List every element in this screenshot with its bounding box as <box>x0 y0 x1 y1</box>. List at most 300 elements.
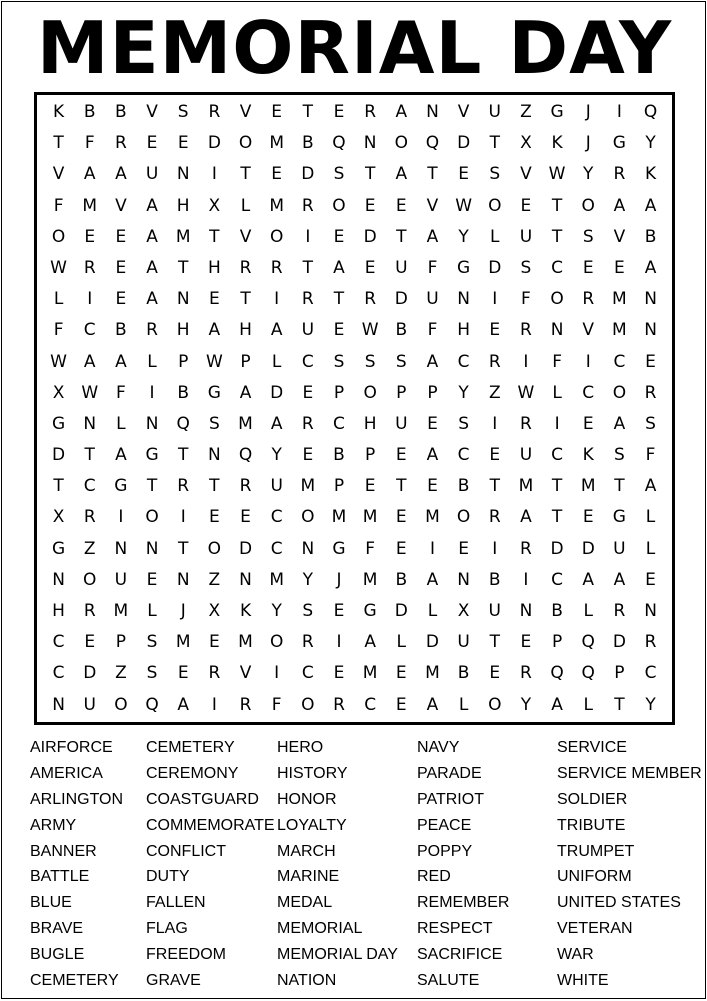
letter-cell[interactable]: M <box>362 569 378 590</box>
letter-cell[interactable]: K <box>644 164 657 185</box>
letter-cell[interactable]: D <box>457 133 471 154</box>
letter-cell[interactable]: H <box>52 601 65 621</box>
letter-cell[interactable]: S <box>489 164 501 185</box>
letter-cell[interactable]: T <box>489 632 500 653</box>
letter-cell[interactable]: F <box>53 195 64 216</box>
letter-cell[interactable]: E <box>520 195 532 216</box>
letter-cell[interactable]: O <box>269 226 284 247</box>
letter-cell[interactable]: H <box>457 320 470 341</box>
letter-cell[interactable]: E <box>395 694 407 715</box>
letter-cell[interactable]: Q <box>425 133 440 154</box>
letter-cell[interactable]: G <box>612 507 626 528</box>
letter-cell[interactable]: W <box>50 257 67 278</box>
letter-cell[interactable]: O <box>114 694 128 715</box>
letter-cell[interactable]: U <box>488 102 501 122</box>
letter-cell[interactable]: B <box>457 476 470 497</box>
letter-cell[interactable]: U <box>301 320 315 341</box>
letter-cell[interactable]: D <box>270 382 284 403</box>
letter-cell[interactable]: V <box>115 195 127 216</box>
letter-cell[interactable]: R <box>177 476 190 497</box>
letter-cell[interactable]: I <box>180 507 186 528</box>
letter-cell[interactable]: C <box>270 507 283 528</box>
letter-cell[interactable]: V <box>582 320 595 341</box>
letter-cell[interactable]: O <box>301 507 315 528</box>
letter-cell[interactable]: A <box>613 569 626 590</box>
letter-cell[interactable]: T <box>489 476 500 497</box>
letter-cell[interactable]: G <box>457 257 471 278</box>
letter-cell[interactable]: R <box>644 382 657 403</box>
letter-cell[interactable]: U <box>270 476 283 497</box>
letter-cell[interactable]: T <box>84 445 95 466</box>
letter-cell[interactable]: J <box>180 601 186 621</box>
letter-cell[interactable]: S <box>333 164 345 185</box>
letter-cell[interactable]: C <box>83 476 96 497</box>
letter-cell[interactable]: P <box>178 351 189 372</box>
letter-cell[interactable]: X <box>208 195 221 216</box>
letter-cell[interactable]: R <box>208 102 221 122</box>
letter-cell[interactable]: L <box>271 351 282 372</box>
letter-cell[interactable]: Y <box>458 382 469 403</box>
letter-cell[interactable]: E <box>333 663 345 684</box>
letter-cell[interactable]: E <box>177 663 189 684</box>
letter-cell[interactable]: R <box>239 257 252 278</box>
letter-cell[interactable]: H <box>207 257 221 278</box>
letter-cell[interactable]: K <box>239 601 252 621</box>
letter-cell[interactable]: B <box>115 320 127 341</box>
letter-cell[interactable]: U <box>83 694 96 715</box>
letter-cell[interactable]: D <box>425 632 439 653</box>
letter-cell[interactable]: S <box>458 413 469 434</box>
letter-cell[interactable]: S <box>395 351 407 372</box>
letter-cell[interactable]: A <box>115 351 127 372</box>
letter-cell[interactable]: A <box>426 569 439 590</box>
letter-cell[interactable]: L <box>458 694 469 715</box>
letter-cell[interactable]: P <box>551 632 563 653</box>
letter-cell[interactable]: R <box>208 663 221 684</box>
letter-cell[interactable]: M <box>425 507 440 528</box>
letter-cell[interactable]: Q <box>176 413 190 434</box>
letter-cell[interactable]: S <box>177 102 189 122</box>
letter-cell[interactable]: M <box>362 663 378 684</box>
letter-cell[interactable]: D <box>488 257 502 278</box>
letter-cell[interactable]: C <box>270 538 283 559</box>
letter-cell[interactable]: L <box>583 601 593 621</box>
letter-cell[interactable]: Y <box>458 226 469 247</box>
letter-cell[interactable]: A <box>364 632 376 653</box>
letter-cell[interactable]: O <box>51 226 66 247</box>
letter-cell[interactable]: M <box>612 320 627 341</box>
letter-cell[interactable]: I <box>616 102 622 122</box>
letter-cell[interactable]: N <box>239 569 252 590</box>
letter-cell[interactable]: P <box>115 632 127 653</box>
letter-cell[interactable]: T <box>302 257 314 278</box>
letter-cell[interactable]: L <box>116 413 126 434</box>
letter-cell[interactable]: Y <box>645 694 656 715</box>
letter-cell[interactable]: E <box>645 351 656 372</box>
letter-cell[interactable]: J <box>585 133 591 154</box>
letter-cell[interactable]: M <box>269 569 284 590</box>
letter-cell[interactable]: T <box>333 289 345 310</box>
letter-cell[interactable]: V <box>239 102 252 122</box>
letter-cell[interactable]: E <box>146 133 158 154</box>
letter-cell[interactable]: E <box>115 257 127 278</box>
letter-cell[interactable]: C <box>613 351 626 372</box>
letter-cell[interactable]: R <box>364 289 377 310</box>
letter-cell[interactable]: O <box>145 507 159 528</box>
letter-cell[interactable]: H <box>239 320 252 341</box>
letter-cell[interactable]: C <box>551 445 564 466</box>
letter-cell[interactable]: R <box>114 133 127 154</box>
letter-cell[interactable]: S <box>582 226 594 247</box>
letter-cell[interactable]: C <box>364 694 377 715</box>
letter-cell[interactable]: X <box>520 133 532 154</box>
letter-cell[interactable]: A <box>270 413 283 434</box>
letter-cell[interactable]: N <box>457 289 470 310</box>
letter-cell[interactable]: N <box>457 569 470 590</box>
letter-cell[interactable]: R <box>83 601 96 621</box>
letter-cell[interactable]: M <box>269 133 284 154</box>
letter-cell[interactable]: D <box>83 663 97 684</box>
letter-cell[interactable]: I <box>149 382 155 403</box>
letter-cell[interactable]: M <box>82 195 98 216</box>
letter-cell[interactable]: M <box>331 507 347 528</box>
letter-cell[interactable]: W <box>517 382 535 403</box>
letter-cell[interactable]: Q <box>581 663 595 684</box>
letter-cell[interactable]: O <box>363 382 377 403</box>
letter-cell[interactable]: H <box>176 320 190 341</box>
letter-cell[interactable]: A <box>177 694 190 715</box>
letter-cell[interactable]: O <box>269 632 284 653</box>
letter-cell[interactable]: E <box>240 507 251 528</box>
letter-cell[interactable]: A <box>644 476 657 497</box>
letter-cell[interactable]: B <box>457 663 470 684</box>
letter-cell[interactable]: W <box>50 351 67 372</box>
letter-cell[interactable]: O <box>612 382 627 403</box>
letter-cell[interactable]: S <box>520 257 532 278</box>
letter-cell[interactable]: L <box>396 632 407 653</box>
letter-cell[interactable]: C <box>301 351 314 372</box>
letter-cell[interactable]: T <box>396 476 407 497</box>
letter-cell[interactable]: I <box>523 569 529 590</box>
letter-cell[interactable]: F <box>645 445 656 466</box>
letter-cell[interactable]: E <box>489 663 501 684</box>
letter-cell[interactable]: E <box>395 507 407 528</box>
letter-cell[interactable]: D <box>550 538 564 559</box>
letter-cell[interactable]: P <box>365 445 376 466</box>
letter-cell[interactable]: F <box>271 694 282 715</box>
letter-cell[interactable]: T <box>209 226 220 247</box>
letter-cell[interactable]: I <box>554 413 560 434</box>
letter-cell[interactable]: E <box>364 257 376 278</box>
letter-cell[interactable]: G <box>145 445 159 466</box>
letter-cell[interactable]: U <box>519 226 533 247</box>
letter-cell[interactable]: A <box>395 102 408 122</box>
letter-cell[interactable]: A <box>83 351 96 372</box>
letter-cell[interactable]: D <box>394 289 408 310</box>
letter-cell[interactable]: P <box>614 663 625 684</box>
letter-cell[interactable]: I <box>523 351 529 372</box>
letter-cell[interactable]: Y <box>302 569 314 590</box>
letter-cell[interactable]: E <box>364 195 376 216</box>
letter-cell[interactable]: Q <box>581 632 595 653</box>
letter-cell[interactable]: V <box>457 102 470 122</box>
letter-cell[interactable]: G <box>114 476 128 497</box>
letter-cell[interactable]: E <box>427 476 438 497</box>
letter-cell[interactable]: L <box>490 226 500 247</box>
letter-cell[interactable]: W <box>361 320 379 341</box>
letter-cell[interactable]: A <box>644 257 657 278</box>
letter-cell[interactable]: N <box>644 601 657 621</box>
letter-cell[interactable]: F <box>552 351 562 372</box>
letter-cell[interactable]: R <box>83 257 96 278</box>
letter-cell[interactable]: E <box>427 413 438 434</box>
letter-cell[interactable]: E <box>582 257 594 278</box>
letter-cell[interactable]: R <box>520 538 532 559</box>
letter-cell[interactable]: B <box>395 320 408 341</box>
letter-cell[interactable]: C <box>582 382 595 403</box>
letter-cell[interactable]: T <box>489 133 500 154</box>
letter-cell[interactable]: S <box>146 632 158 653</box>
letter-cell[interactable]: I <box>336 632 342 653</box>
letter-cell[interactable]: I <box>585 351 591 372</box>
letter-cell[interactable]: P <box>333 476 345 497</box>
letter-cell[interactable]: T <box>53 133 64 154</box>
letter-cell[interactable]: U <box>519 445 533 466</box>
letter-cell[interactable]: N <box>519 601 533 621</box>
letter-cell[interactable]: R <box>301 195 314 216</box>
letter-cell[interactable]: I <box>492 413 498 434</box>
letter-cell[interactable]: V <box>239 663 252 684</box>
letter-cell[interactable]: S <box>146 663 158 684</box>
letter-cell[interactable]: G <box>363 601 377 621</box>
letter-cell[interactable]: E <box>271 164 283 185</box>
letter-cell[interactable]: O <box>83 569 97 590</box>
letter-cell[interactable]: A <box>83 164 96 185</box>
letter-cell[interactable]: N <box>176 569 190 590</box>
letter-cell[interactable]: O <box>332 195 346 216</box>
letter-cell[interactable]: F <box>116 382 126 403</box>
letter-cell[interactable]: W <box>205 351 223 372</box>
letter-cell[interactable]: U <box>114 569 128 590</box>
letter-cell[interactable]: A <box>426 226 439 247</box>
letter-cell[interactable]: J <box>336 569 342 590</box>
letter-cell[interactable]: E <box>364 476 376 497</box>
letter-cell[interactable]: A <box>146 226 158 247</box>
letter-cell[interactable]: T <box>396 226 407 247</box>
letter-cell[interactable]: T <box>53 476 64 497</box>
letter-cell[interactable]: A <box>582 569 595 590</box>
letter-cell[interactable]: M <box>580 476 596 497</box>
letter-cell[interactable]: M <box>175 226 191 247</box>
letter-cell[interactable]: E <box>395 195 407 216</box>
letter-cell[interactable]: Y <box>645 133 656 154</box>
letter-cell[interactable]: E <box>208 289 220 310</box>
letter-cell[interactable]: E <box>271 102 283 122</box>
letter-cell[interactable]: B <box>177 382 190 403</box>
letter-cell[interactable]: X <box>52 382 65 403</box>
letter-cell[interactable]: C <box>551 257 564 278</box>
letter-cell[interactable]: G <box>51 413 66 434</box>
letter-cell[interactable]: C <box>333 413 345 434</box>
letter-cell[interactable]: L <box>147 601 157 621</box>
letter-cell[interactable]: C <box>301 663 314 684</box>
letter-cell[interactable]: B <box>83 102 96 122</box>
letter-cell[interactable]: A <box>426 694 439 715</box>
letter-cell[interactable]: O <box>394 133 408 154</box>
letter-cell[interactable]: S <box>302 601 314 621</box>
letter-cell[interactable]: Q <box>238 445 253 466</box>
letter-cell[interactable]: F <box>84 133 95 154</box>
letter-cell[interactable]: N <box>363 133 377 154</box>
letter-cell[interactable]: Q <box>643 102 658 122</box>
letter-cell[interactable]: E <box>489 320 501 341</box>
letter-cell[interactable]: M <box>425 663 440 684</box>
letter-cell[interactable]: V <box>520 164 532 185</box>
letter-cell[interactable]: T <box>240 164 251 185</box>
letter-cell[interactable]: C <box>457 351 470 372</box>
letter-cell[interactable]: N <box>83 413 97 434</box>
letter-cell[interactable]: A <box>208 320 221 341</box>
letter-cell[interactable]: D <box>363 226 377 247</box>
letter-cell[interactable]: E <box>458 164 469 185</box>
letter-cell[interactable]: F <box>365 538 376 559</box>
letter-cell[interactable]: A <box>551 694 563 715</box>
letter-cell[interactable]: T <box>551 507 563 528</box>
letter-cell[interactable]: Y <box>271 601 282 621</box>
letter-cell[interactable]: R <box>270 257 283 278</box>
letter-cell[interactable]: O <box>550 289 564 310</box>
letter-cell[interactable]: U <box>395 413 408 434</box>
letter-cell[interactable]: O <box>488 694 502 715</box>
letter-cell[interactable]: R <box>301 289 314 310</box>
letter-cell[interactable]: C <box>457 445 470 466</box>
letter-cell[interactable]: R <box>239 694 252 715</box>
letter-cell[interactable]: Z <box>520 102 532 122</box>
letter-cell[interactable]: A <box>644 195 657 216</box>
letter-cell[interactable]: M <box>113 601 129 621</box>
letter-cell[interactable]: D <box>581 538 595 559</box>
letter-cell[interactable]: Q <box>332 133 346 154</box>
letter-cell[interactable]: T <box>427 164 438 185</box>
letter-cell[interactable]: D <box>52 445 66 466</box>
letter-cell[interactable]: D <box>394 601 408 621</box>
letter-cell[interactable]: L <box>645 507 656 528</box>
letter-cell[interactable]: Z <box>208 569 221 590</box>
letter-cell[interactable]: B <box>488 569 501 590</box>
letter-cell[interactable]: E <box>333 102 345 122</box>
letter-cell[interactable]: N <box>426 102 439 122</box>
letter-cell[interactable]: U <box>457 632 470 653</box>
letter-cell[interactable]: D <box>301 164 315 185</box>
letter-cell[interactable]: O <box>207 538 222 559</box>
letter-cell[interactable]: E <box>177 133 189 154</box>
letter-cell[interactable]: M <box>238 632 253 653</box>
letter-cell[interactable]: E <box>302 382 314 403</box>
letter-cell[interactable]: L <box>645 538 656 559</box>
letter-cell[interactable]: C <box>52 632 65 653</box>
letter-cell[interactable]: L <box>147 351 157 372</box>
letter-cell[interactable]: T <box>302 102 314 122</box>
letter-cell[interactable]: M <box>269 195 284 216</box>
letter-cell[interactable]: I <box>118 507 124 528</box>
letter-cell[interactable]: R <box>488 507 501 528</box>
letter-cell[interactable]: Q <box>145 694 159 715</box>
letter-cell[interactable]: M <box>362 507 378 528</box>
letter-cell[interactable]: R <box>333 694 345 715</box>
letter-cell[interactable]: U <box>426 289 439 310</box>
letter-cell[interactable]: E <box>333 226 345 247</box>
letter-cell[interactable]: E <box>115 226 127 247</box>
letter-cell[interactable]: T <box>178 257 189 278</box>
letter-cell[interactable]: V <box>146 102 158 122</box>
letter-cell[interactable]: N <box>52 569 65 590</box>
letter-cell[interactable]: E <box>614 257 625 278</box>
letter-cell[interactable]: N <box>550 320 564 341</box>
letter-cell[interactable]: T <box>551 195 563 216</box>
letter-cell[interactable]: O <box>301 694 315 715</box>
letter-cell[interactable]: F <box>427 320 438 341</box>
letter-cell[interactable]: L <box>427 601 438 621</box>
letter-cell[interactable]: E <box>395 663 407 684</box>
letter-cell[interactable]: A <box>395 164 408 185</box>
letter-cell[interactable]: P <box>427 382 438 403</box>
letter-cell[interactable]: F <box>427 257 438 278</box>
letter-cell[interactable]: Q <box>550 663 564 684</box>
letter-cell[interactable]: V <box>52 164 65 185</box>
letter-cell[interactable]: A <box>146 257 158 278</box>
letter-cell[interactable]: F <box>521 289 531 310</box>
letter-cell[interactable]: E <box>208 507 220 528</box>
letter-cell[interactable]: S <box>364 351 376 372</box>
letter-cell[interactable]: U <box>613 538 626 559</box>
letter-cell[interactable]: N <box>176 164 190 185</box>
letter-cell[interactable]: P <box>333 382 345 403</box>
letter-cell[interactable]: D <box>207 133 221 154</box>
letter-cell[interactable]: A <box>426 445 439 466</box>
letter-cell[interactable]: N <box>644 320 657 341</box>
letter-cell[interactable]: R <box>582 289 595 310</box>
letter-cell[interactable]: U <box>145 164 159 185</box>
letter-cell[interactable]: R <box>364 102 377 122</box>
letter-cell[interactable]: I <box>429 538 435 559</box>
letter-cell[interactable]: R <box>146 320 158 341</box>
letter-cell[interactable]: I <box>274 289 280 310</box>
letter-cell[interactable]: X <box>208 601 221 621</box>
letter-cell[interactable]: L <box>552 382 562 403</box>
letter-cell[interactable]: O <box>581 195 595 216</box>
letter-cell[interactable]: T <box>551 476 563 497</box>
letter-cell[interactable]: X <box>457 601 470 621</box>
letter-cell[interactable]: R <box>520 663 532 684</box>
letter-cell[interactable]: M <box>238 413 253 434</box>
letter-cell[interactable]: A <box>239 382 252 403</box>
letter-cell[interactable]: Y <box>271 445 282 466</box>
letter-cell[interactable]: T <box>551 226 563 247</box>
letter-cell[interactable]: R <box>83 507 96 528</box>
letter-cell[interactable]: P <box>396 382 407 403</box>
letter-cell[interactable]: A <box>520 507 532 528</box>
letter-cell[interactable]: T <box>364 164 376 185</box>
letter-cell[interactable]: R <box>488 351 501 372</box>
letter-cell[interactable]: A <box>146 289 158 310</box>
letter-cell[interactable]: K <box>582 445 594 466</box>
letter-cell[interactable]: N <box>644 289 657 310</box>
letter-cell[interactable]: V <box>239 226 252 247</box>
letter-cell[interactable]: A <box>613 413 626 434</box>
letter-cell[interactable]: E <box>84 226 96 247</box>
letter-cell[interactable]: T <box>614 476 625 497</box>
letter-cell[interactable]: M <box>175 632 191 653</box>
